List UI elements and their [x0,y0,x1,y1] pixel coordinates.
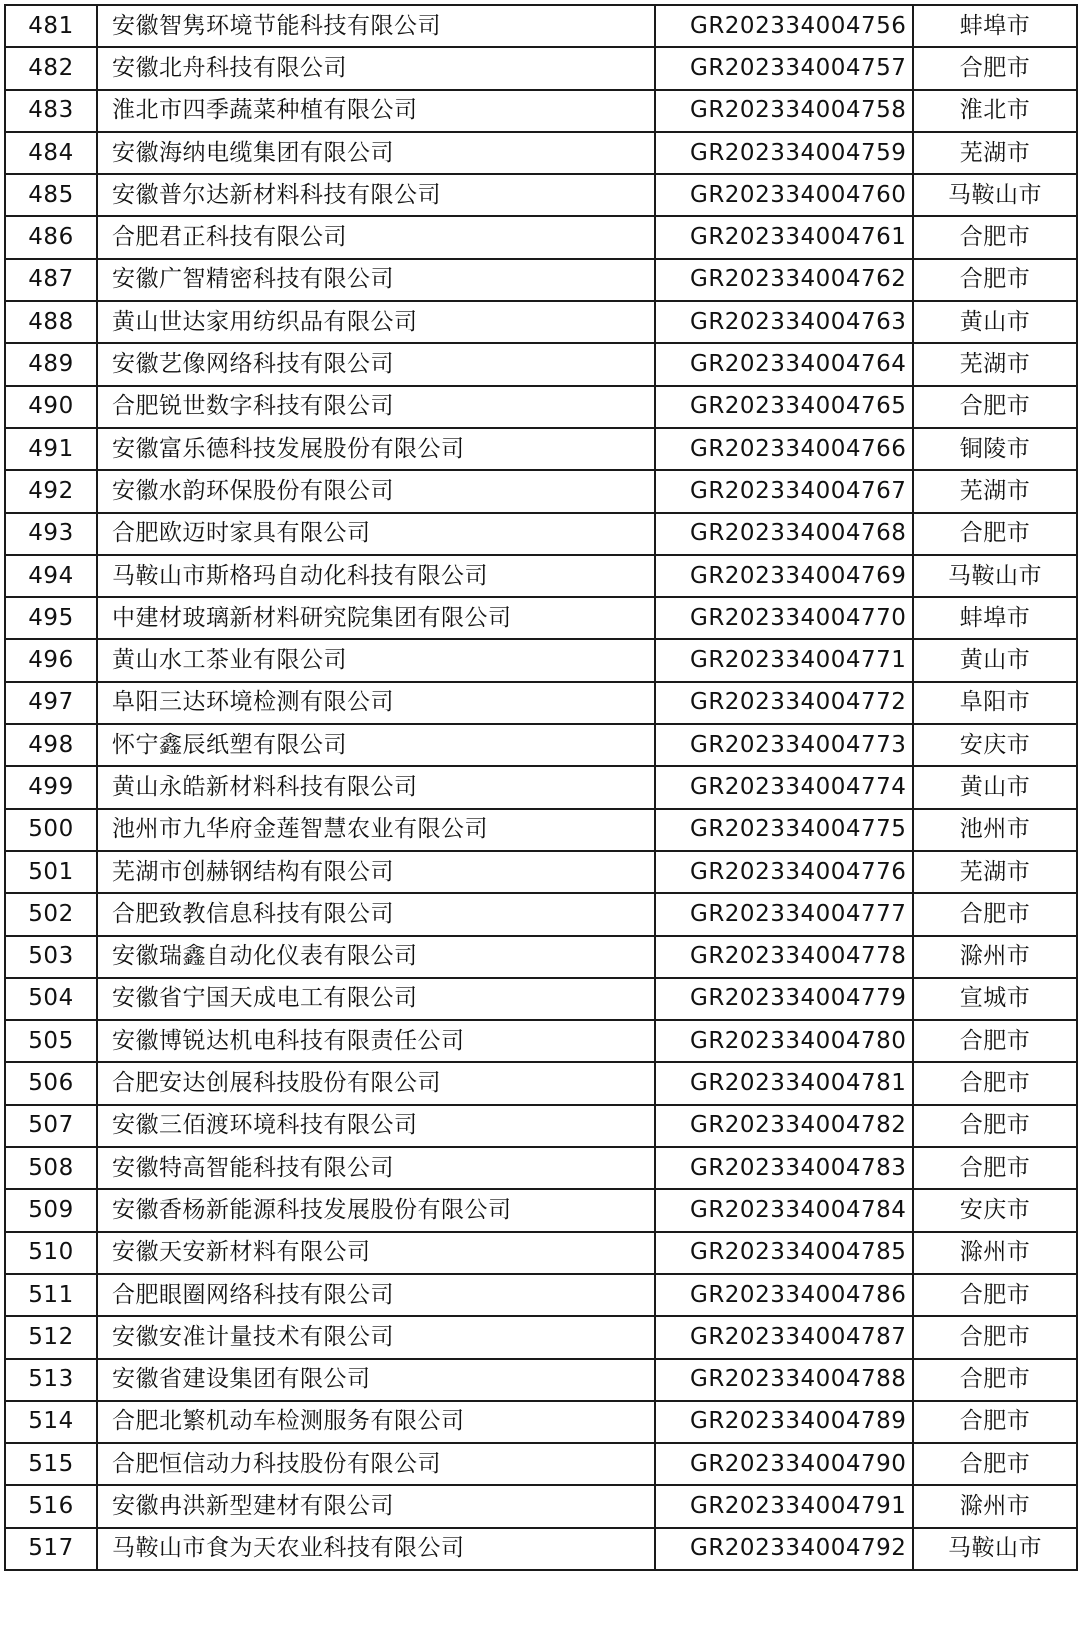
table-row [5,216,1077,258]
certificate-code-cell: GR202334004789 [655,1401,913,1443]
certificate-code-cell: GR202334004757 [655,47,913,89]
company-name-cell: 安徽海纳电缆集团有限公司 [97,132,655,174]
row-number-cell: 488 [5,301,97,343]
city-cell: 滁州市 [913,1485,1077,1527]
table-row [5,1485,1077,1527]
table-row [5,936,1077,978]
certificate-code-cell: GR202334004777 [655,893,913,935]
company-name-cell: 安徽广智精密科技有限公司 [97,259,655,301]
company-name-cell: 合肥北繁机动车检测服务有限公司 [97,1401,655,1443]
certificate-code-cell: GR202334004762 [655,259,913,301]
table-row [5,132,1077,174]
row-number-cell: 504 [5,978,97,1020]
certificate-code-cell: GR202334004792 [655,1528,913,1570]
city-cell: 马鞍山市 [913,174,1077,216]
table-row [5,343,1077,385]
row-number-cell: 496 [5,639,97,681]
company-name-cell: 安徽富乐德科技发展股份有限公司 [97,428,655,470]
company-name-cell: 安徽智隽环境节能科技有限公司 [97,5,655,47]
city-cell: 安庆市 [913,724,1077,766]
certificate-code-cell: GR202334004765 [655,386,913,428]
table-row [5,1147,1077,1189]
city-cell: 马鞍山市 [913,1528,1077,1570]
row-number-cell: 505 [5,1020,97,1062]
certificate-code-cell: GR202334004778 [655,936,913,978]
row-number-cell: 509 [5,1189,97,1231]
company-name-cell: 池州市九华府金莲智慧农业有限公司 [97,809,655,851]
table-row [5,1232,1077,1274]
row-number-cell: 491 [5,428,97,470]
row-number-cell: 501 [5,851,97,893]
city-cell: 合肥市 [913,1274,1077,1316]
certificate-code-cell: GR202334004781 [655,1062,913,1104]
city-cell: 阜阳市 [913,682,1077,724]
certificate-code-cell: GR202334004779 [655,978,913,1020]
row-number-cell: 511 [5,1274,97,1316]
company-name-cell: 中建材玻璃新材料研究院集团有限公司 [97,597,655,639]
table-row [5,1274,1077,1316]
certificate-code-cell: GR202334004758 [655,90,913,132]
row-number-cell: 494 [5,555,97,597]
table-row [5,1401,1077,1443]
certificate-code-cell: GR202334004786 [655,1274,913,1316]
company-name-cell: 安徽艺像网络科技有限公司 [97,343,655,385]
city-cell: 合肥市 [913,1105,1077,1147]
city-cell: 马鞍山市 [913,555,1077,597]
city-cell: 合肥市 [913,1359,1077,1401]
city-cell: 合肥市 [913,513,1077,555]
table-row [5,1189,1077,1231]
city-cell: 合肥市 [913,1020,1077,1062]
table-row [5,513,1077,555]
city-cell: 合肥市 [913,216,1077,258]
certificate-code-cell: GR202334004772 [655,682,913,724]
company-name-cell: 安徽瑞鑫自动化仪表有限公司 [97,936,655,978]
certificate-code-cell: GR202334004767 [655,470,913,512]
certificate-code-cell: GR202334004782 [655,1105,913,1147]
certificate-code-cell: GR202334004775 [655,809,913,851]
city-cell: 滁州市 [913,1232,1077,1274]
certificate-code-cell: GR202334004774 [655,766,913,808]
city-cell: 合肥市 [913,1401,1077,1443]
city-cell: 黄山市 [913,639,1077,681]
company-name-cell: 合肥安达创展科技股份有限公司 [97,1062,655,1104]
city-cell: 合肥市 [913,1147,1077,1189]
city-cell: 黄山市 [913,766,1077,808]
table-row [5,174,1077,216]
table-row [5,301,1077,343]
table-row [5,1020,1077,1062]
company-name-cell: 黄山永皓新材料科技有限公司 [97,766,655,808]
city-cell: 蚌埠市 [913,597,1077,639]
company-list-table [4,4,1078,1571]
certificate-code-cell: GR202334004773 [655,724,913,766]
company-name-cell: 马鞍山市斯格玛自动化科技有限公司 [97,555,655,597]
certificate-code-cell: GR202334004788 [655,1359,913,1401]
row-number-cell: 512 [5,1316,97,1358]
company-name-cell: 安徽香杨新能源科技发展股份有限公司 [97,1189,655,1231]
table-row [5,259,1077,301]
table-row [5,724,1077,766]
table-row [5,1105,1077,1147]
company-name-cell: 安徽水韵环保股份有限公司 [97,470,655,512]
certificate-code-cell: GR202334004768 [655,513,913,555]
city-cell: 芜湖市 [913,132,1077,174]
city-cell: 芜湖市 [913,851,1077,893]
company-name-cell: 安徽博锐达机电科技有限责任公司 [97,1020,655,1062]
table-row [5,90,1077,132]
certificate-code-cell: GR202334004756 [655,5,913,47]
certificate-code-cell: GR202334004780 [655,1020,913,1062]
city-cell: 淮北市 [913,90,1077,132]
company-name-cell: 安徽冉洪新型建材有限公司 [97,1485,655,1527]
table-row [5,555,1077,597]
company-name-cell: 安徽省宁国天成电工有限公司 [97,978,655,1020]
company-name-cell: 安徽省建设集团有限公司 [97,1359,655,1401]
company-name-cell: 淮北市四季蔬菜种植有限公司 [97,90,655,132]
company-name-cell: 合肥欧迈时家具有限公司 [97,513,655,555]
company-name-cell: 安徽北舟科技有限公司 [97,47,655,89]
table-row [5,809,1077,851]
table-row [5,1062,1077,1104]
table-row [5,386,1077,428]
table-row [5,428,1077,470]
city-cell: 池州市 [913,809,1077,851]
table-row [5,978,1077,1020]
company-name-cell: 安徽三佰渡环境科技有限公司 [97,1105,655,1147]
certificate-code-cell: GR202334004790 [655,1443,913,1485]
city-cell: 安庆市 [913,1189,1077,1231]
company-name-cell: 合肥锐世数字科技有限公司 [97,386,655,428]
table-row [5,1528,1077,1570]
city-cell: 合肥市 [913,386,1077,428]
table-row [5,597,1077,639]
certificate-code-cell: GR202334004764 [655,343,913,385]
city-cell: 黄山市 [913,301,1077,343]
table-row [5,1443,1077,1485]
company-name-cell: 安徽普尔达新材料科技有限公司 [97,174,655,216]
certificate-code-cell: GR202334004784 [655,1189,913,1231]
company-name-cell: 安徽天安新材料有限公司 [97,1232,655,1274]
certificate-code-cell: GR202334004776 [655,851,913,893]
city-cell: 合肥市 [913,1062,1077,1104]
certificate-code-cell: GR202334004761 [655,216,913,258]
row-number-cell: 510 [5,1232,97,1274]
row-number-cell: 482 [5,47,97,89]
table-row [5,766,1077,808]
row-number-cell: 517 [5,1528,97,1570]
company-list-table-container [4,4,1076,1571]
certificate-code-cell: GR202334004763 [655,301,913,343]
row-number-cell: 490 [5,386,97,428]
row-number-cell: 506 [5,1062,97,1104]
company-name-cell: 怀宁鑫辰纸塑有限公司 [97,724,655,766]
city-cell: 合肥市 [913,259,1077,301]
row-number-cell: 499 [5,766,97,808]
company-name-cell: 马鞍山市食为天农业科技有限公司 [97,1528,655,1570]
certificate-code-cell: GR202334004785 [655,1232,913,1274]
city-cell: 蚌埠市 [913,5,1077,47]
row-number-cell: 493 [5,513,97,555]
city-cell: 滁州市 [913,936,1077,978]
certificate-code-cell: GR202334004769 [655,555,913,597]
city-cell: 宣城市 [913,978,1077,1020]
city-cell: 铜陵市 [913,428,1077,470]
row-number-cell: 500 [5,809,97,851]
company-name-cell: 芜湖市创赫钢结构有限公司 [97,851,655,893]
certificate-code-cell: GR202334004787 [655,1316,913,1358]
row-number-cell: 487 [5,259,97,301]
row-number-cell: 516 [5,1485,97,1527]
row-number-cell: 481 [5,5,97,47]
certificate-code-cell: GR202334004783 [655,1147,913,1189]
row-number-cell: 503 [5,936,97,978]
row-number-cell: 514 [5,1401,97,1443]
row-number-cell: 507 [5,1105,97,1147]
table-row [5,851,1077,893]
table-row [5,639,1077,681]
company-name-cell: 安徽安准计量技术有限公司 [97,1316,655,1358]
row-number-cell: 508 [5,1147,97,1189]
company-name-cell: 安徽特高智能科技有限公司 [97,1147,655,1189]
city-cell: 合肥市 [913,47,1077,89]
city-cell: 合肥市 [913,893,1077,935]
certificate-code-cell: GR202334004759 [655,132,913,174]
city-cell: 合肥市 [913,1443,1077,1485]
row-number-cell: 502 [5,893,97,935]
row-number-cell: 497 [5,682,97,724]
row-number-cell: 495 [5,597,97,639]
row-number-cell: 515 [5,1443,97,1485]
certificate-code-cell: GR202334004791 [655,1485,913,1527]
company-name-cell: 黄山世达家用纺织品有限公司 [97,301,655,343]
certificate-code-cell: GR202334004760 [655,174,913,216]
city-cell: 芜湖市 [913,343,1077,385]
certificate-code-cell: GR202334004766 [655,428,913,470]
table-row [5,682,1077,724]
company-name-cell: 阜阳三达环境检测有限公司 [97,682,655,724]
row-number-cell: 513 [5,1359,97,1401]
city-cell: 合肥市 [913,1316,1077,1358]
table-row [5,47,1077,89]
table-row [5,1359,1077,1401]
company-name-cell: 合肥致教信息科技有限公司 [97,893,655,935]
table-body [5,5,1077,1570]
company-name-cell: 合肥恒信动力科技股份有限公司 [97,1443,655,1485]
table-row [5,5,1077,47]
row-number-cell: 492 [5,470,97,512]
table-row [5,470,1077,512]
row-number-cell: 484 [5,132,97,174]
row-number-cell: 485 [5,174,97,216]
company-name-cell: 合肥君正科技有限公司 [97,216,655,258]
certificate-code-cell: GR202334004771 [655,639,913,681]
row-number-cell: 498 [5,724,97,766]
row-number-cell: 489 [5,343,97,385]
certificate-code-cell: GR202334004770 [655,597,913,639]
company-name-cell: 黄山水工茶业有限公司 [97,639,655,681]
row-number-cell: 483 [5,90,97,132]
company-name-cell: 合肥眼圈网络科技有限公司 [97,1274,655,1316]
row-number-cell: 486 [5,216,97,258]
city-cell: 芜湖市 [913,470,1077,512]
table-row [5,1316,1077,1358]
table-row [5,893,1077,935]
